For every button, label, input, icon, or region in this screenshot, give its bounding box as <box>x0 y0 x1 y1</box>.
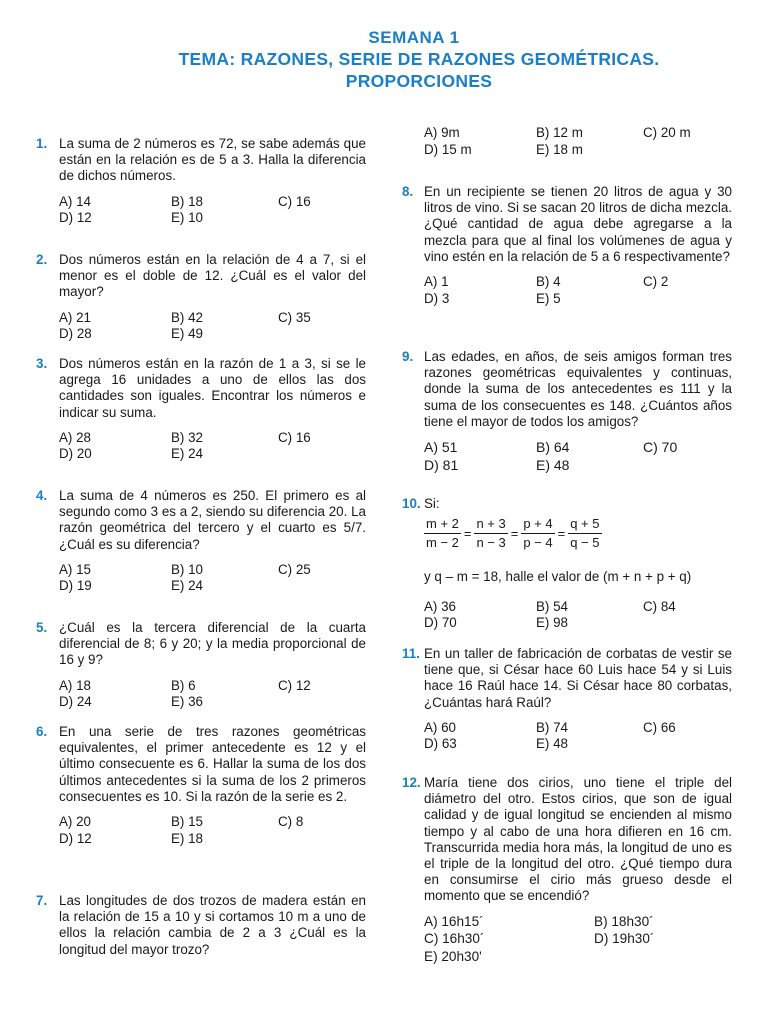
option-d[interactable]: D) 12 <box>59 210 92 226</box>
options <box>59 814 366 847</box>
option-e[interactable]: E) 20h30' <box>424 948 482 964</box>
option-a[interactable]: A) 36 <box>424 598 457 614</box>
question-number: 2. <box>36 252 48 267</box>
option-b[interactable]: B) 12 m <box>536 125 583 140</box>
option-c[interactable]: C) 2 <box>643 274 669 290</box>
option-c[interactable]: C) 25 <box>278 561 311 577</box>
option-e[interactable]: E) 24 <box>171 446 204 462</box>
question-11 <box>402 646 732 753</box>
options <box>424 274 732 307</box>
fraction-p: $\frac{p + 4}{p - 4}$ <box>523 516 553 551</box>
question-number: 12. <box>402 775 421 790</box>
question-12 <box>402 775 732 966</box>
question-stem: En un recipiente se tienen 20 litros de agua y 30 litros de vino. Si se sacan 20 litros de dicha mezcla. ¿Qué cantidad de agua debe agregarse a la mezcla para que al final los volúmenes de agua y vino estén en la relación de 5 a 6 respectivamente? <box>424 184 732 264</box>
fraction-equation: $\frac{m + 2}{m - 2}$ = $\frac{n + 3}{n - 3}$ = $\frac{p + 4}{p - 4}$ = $\frac{q + 5}{q - 5}$ <box>426 516 600 551</box>
option-e[interactable]: E) 36 <box>171 694 204 710</box>
question-stem: La suma de 4 números es 250. El primero es al segundo como 3 es a 2, siendo su diferencia 20. La razón geométrica del tercero y el cuarto es 5/7. ¿Cuál es su diferencia? <box>59 488 366 552</box>
option-b[interactable]: B) 18 <box>171 193 204 209</box>
options <box>59 310 366 343</box>
option-c[interactable]: C) 16h30´ <box>424 931 485 947</box>
question-number: 5. <box>36 620 48 635</box>
option-e[interactable]: E) 18 <box>171 830 204 846</box>
week-title: SEMANA 1 <box>368 28 460 47</box>
option-e[interactable]: E) 5 <box>536 290 561 306</box>
option-b[interactable]: B) 64 <box>536 439 570 456</box>
option-d[interactable]: D) 63 <box>424 736 457 752</box>
option-d[interactable]: D) 24 <box>59 694 92 710</box>
option-b[interactable]: B) 6 <box>171 677 196 693</box>
question-8 <box>402 184 732 307</box>
option-a[interactable]: A) 14 <box>59 193 92 209</box>
question-5 <box>36 620 366 711</box>
option-b[interactable]: B) 42 <box>171 309 204 325</box>
question-2 <box>36 252 366 343</box>
question-stem: Dos números están en la relación de 4 a 7, si el menor es el doble de 12. ¿Cuál es el valor del mayor? <box>59 252 366 300</box>
option-a[interactable]: A) 21 <box>59 309 92 325</box>
question-number: 1. <box>36 136 48 151</box>
question-number: 9. <box>402 349 414 364</box>
question-3 <box>36 356 366 463</box>
fraction-n: $\frac{n + 3}{n - 3}$ <box>476 516 506 551</box>
option-e[interactable]: E) 48 <box>536 736 569 752</box>
question-4 <box>36 488 366 595</box>
option-d[interactable]: D) 3 <box>424 290 450 306</box>
options <box>424 125 732 158</box>
options <box>424 439 732 475</box>
topic-subtitle: PROPORCIONES <box>345 71 493 91</box>
option-b[interactable]: B) 4 <box>536 274 561 290</box>
option-b[interactable]: B) 54 <box>536 598 569 614</box>
option-a[interactable]: A) 28 <box>59 429 92 445</box>
question-number: 6. <box>36 724 48 739</box>
option-d[interactable]: D) 81 <box>424 457 459 474</box>
option-c[interactable]: C) 66 <box>643 719 676 735</box>
fraction-q: $\frac{q + 5}{q - 5}$ <box>570 516 600 551</box>
option-c[interactable]: C) 12 <box>278 677 311 693</box>
option-b[interactable]: B) 10 <box>171 561 204 577</box>
question-number: 4. <box>36 488 48 503</box>
question-number: 10. <box>402 496 421 511</box>
options <box>424 914 732 967</box>
option-a[interactable]: A) 9m <box>424 125 460 140</box>
option-e[interactable]: E) 24 <box>171 578 204 594</box>
option-a[interactable]: A) 15 <box>59 561 92 577</box>
option-d[interactable]: D) 15 m <box>424 141 472 157</box>
options <box>424 599 732 632</box>
option-c[interactable]: C) 16 <box>278 193 311 209</box>
option-e[interactable]: E) 10 <box>171 210 204 226</box>
option-a[interactable]: A) 1 <box>424 274 449 290</box>
option-c[interactable]: C) 35 <box>278 309 311 325</box>
topic-title: TEMA: RAZONES, SERIE DE RAZONES GEOMÉTRICAS. <box>178 49 660 69</box>
option-a[interactable]: A) 18 <box>59 677 92 693</box>
fraction-m: $\frac{m + 2}{m - 2}$ <box>426 516 459 551</box>
option-b[interactable]: B) 18h30´ <box>594 913 654 929</box>
option-e[interactable]: E) 98 <box>536 615 569 631</box>
options <box>59 194 366 227</box>
question-number: 11. <box>402 646 420 661</box>
question-stem: En un taller de fabricación de corbatas de vestir se tiene que, si César hace 60 Luis hace 54 y si Luis hace 16 Raúl hace 14. Si César hace 80 corbatas, ¿Cuántas hará Raúl? <box>424 646 732 710</box>
option-d[interactable]: D) 28 <box>59 326 92 342</box>
question-number: 7. <box>36 893 48 908</box>
option-e[interactable]: E) 18 m <box>536 141 583 157</box>
option-b[interactable]: B) 15 <box>171 814 204 830</box>
option-d[interactable]: D) 20 <box>59 446 92 462</box>
question-stem: En una serie de tres razones geométricas equivalentes, el primer antecedente es 12 y el último consecuente es 6. Hallar la suma de los dos últimos antecedentes si la suma de los 2 primeros consecuentes es 10. Si la razón de la serie es 2. <box>59 724 366 804</box>
question-stem: Las edades, en años, de seis amigos forman tres razones geométricas equivalentes y continuas, donde la suma de los antecedentes es 111 y la suma de los consecuentes es 148. ¿Cuántos años tiene el mayor de todos los amigos? <box>424 349 732 429</box>
option-d[interactable]: D) 12 <box>59 830 92 846</box>
option-b[interactable]: B) 74 <box>536 719 569 735</box>
option-c[interactable]: C) 84 <box>643 598 676 614</box>
question-9 <box>402 349 732 475</box>
option-b[interactable]: B) 32 <box>171 429 204 445</box>
option-a[interactable]: A) 20 <box>59 814 92 830</box>
question-stem: y q – m = 18, halle el valor de (m + n + p + q) <box>424 568 692 584</box>
option-d[interactable]: D) 70 <box>424 615 457 631</box>
option-c[interactable]: C) 16 <box>278 429 311 445</box>
option-e[interactable]: E) 48 <box>536 457 570 474</box>
question-number: 3. <box>36 356 48 371</box>
option-c[interactable]: C) 70 <box>643 439 678 456</box>
options <box>59 562 366 595</box>
options <box>59 430 366 463</box>
options <box>59 678 366 711</box>
question-7 <box>36 893 366 958</box>
question-1 <box>36 136 366 227</box>
option-d[interactable]: D) 19h30´ <box>594 931 655 947</box>
page-header <box>0 28 768 92</box>
option-d[interactable]: D) 19 <box>59 578 92 594</box>
question-10 <box>402 496 732 632</box>
option-c[interactable]: C) 8 <box>278 814 304 830</box>
question-6 <box>36 724 366 847</box>
question-intro: Si: <box>424 496 440 511</box>
option-a[interactable]: A) 16h15´ <box>424 913 484 929</box>
question-stem: Dos números están en la razón de 1 a 3, si se le agrega 16 unidades a uno de ellos las dos cantidades son iguales. Encontrar los números e indicar su suma. <box>59 356 366 420</box>
question-7-options <box>402 125 732 158</box>
option-c[interactable]: C) 20 m <box>643 125 691 140</box>
option-a[interactable]: A) 51 <box>424 439 458 456</box>
question-stem: Las longitudes de dos trozos de madera están en la relación de 15 a 10 y si cortamos 10 m a uno de ellos la relación cambia de 2 a 3 ¿Cuál es la longitud del mayor trozo? <box>59 893 366 957</box>
option-e[interactable]: E) 49 <box>171 326 204 342</box>
option-a[interactable]: A) 60 <box>424 719 457 735</box>
options <box>424 720 732 753</box>
question-stem: María tiene dos cirios, uno tiene el triple del diámetro del otro. Estos cirios, que son de igual calidad y de igual longitud se encienden al mismo tiempo y al cabo de una hora difieren en 16 cm. Transcurrida media hora más, la longitud de uno es el triple de la longitud del otro. ¿Qué tiempo dura en consumirse el cirio más grueso desde el momento que se encendió? <box>424 775 732 904</box>
question-stem: La suma de 2 números es 72, se sabe además que están en la relación es de 5 a 3. Halla la diferencia de dichos números. <box>59 136 366 184</box>
question-stem: ¿Cuál es la tercera diferencial de la cuarta diferencial de 8; 6 y 20; y la media proporcional de 16 y 9? <box>59 620 366 668</box>
question-number: 8. <box>402 184 414 199</box>
